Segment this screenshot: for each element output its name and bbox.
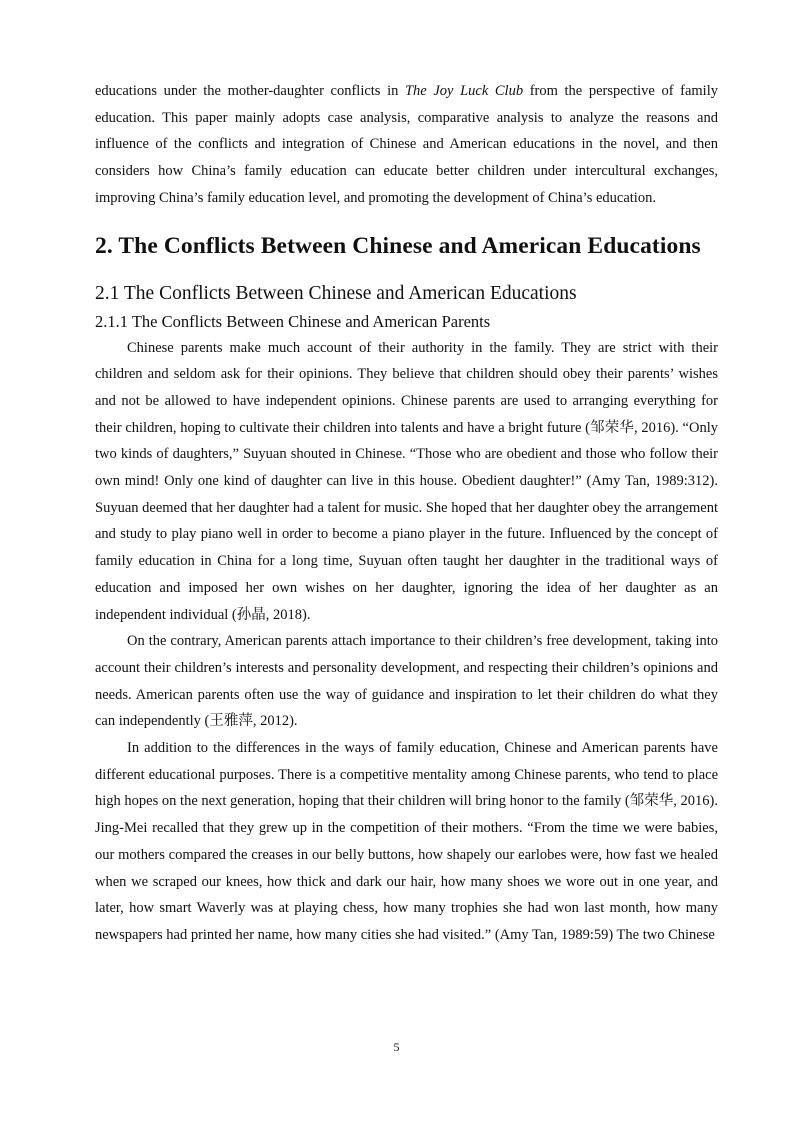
intro-text-start: educations under the mother-daughter conflicts in [95,83,405,99]
body-paragraph-3: In addition to the differences in the ways of family education, Chinese and American parents have different educational purposes. There is a competitive mentality among Chinese parents, who tend to place high hopes on the next generation, hoping that their children will bring honor to the family (邹荣华, 2016). Jing-Mei recalled that they grew up in the competition of their mothers. “From the time we were babies, our mothers compared the creases in our belly buttons, how shapely our earlobes were, how fast we healed when we scraped our knees, how thick and dark our hair, how many shoes we wore out in one year, and later, how smart Waverly was at playing chess, how many trophies she had won last month, how many newspapers had printed her name, how many cities she had visited.” (Amy Tan, 1989:59) The two Chinese [95,740,718,943]
intro-text-end: from the perspective of family education. This paper mainly adopts case analysis, comparative analysis to analyze the reasons and influence of the conflicts and integration of Chinese and American educations in the novel, and then considers how China’s family education can educate better children under intercultural exchanges, improving China’s family education level, and promoting the development of China’s education. [95,83,718,206]
novel-title: The Joy Luck Club [404,83,524,99]
body-paragraph-1: Chinese parents make much account of their authority in the family. They are strict with their children and seldom ask for their opinions. They believe that children should obey their parents’ wishes and not be allowed to have independent opinions. Chinese parents are used to arranging everything for their children, hoping to cultivate their children into talents and have a bright future (邹荣华, 2016). “Only two kinds of daughters,” Suyuan shouted in Chinese. “Those who are obedient and those who follow their own mind! Only one kind of daughter can live in this house. Obedient daughter!” (Amy Tan, 1989:312). Suyuan deemed that her daughter had a talent for music. She hoped that her daughter obey the arrangement and study to play piano well in order to become a piano player in the future. Influenced by the concept of family education in China for a long time, Suyuan often taught her daughter in the traditional ways of education and imposed her own wishes on her daughter, ignoring the idea of her daughter as an independent individual (孙晶, 2018). [95,339,718,623]
subsubsection-heading: 2.1.1 The Conflicts Between Chinese and American Parents [95,311,491,331]
section-heading: 2. The Conflicts Between Chinese and American Educations [95,232,701,259]
page-body [95,78,718,949]
subsection-heading: 2.1 The Conflicts Between Chinese and American Educations [95,282,577,304]
page-number: 5 [393,1040,400,1054]
intro-paragraph [95,78,718,212]
body-paragraph-2: On the contrary, American parents attach importance to their children’s free development, taking into account their children’s interests and personality development, and respecting their children’s opinions and needs. American parents often use the way of guidance and inspiration to let their children do what they can independently (王雅萍, 2012). [95,633,718,730]
